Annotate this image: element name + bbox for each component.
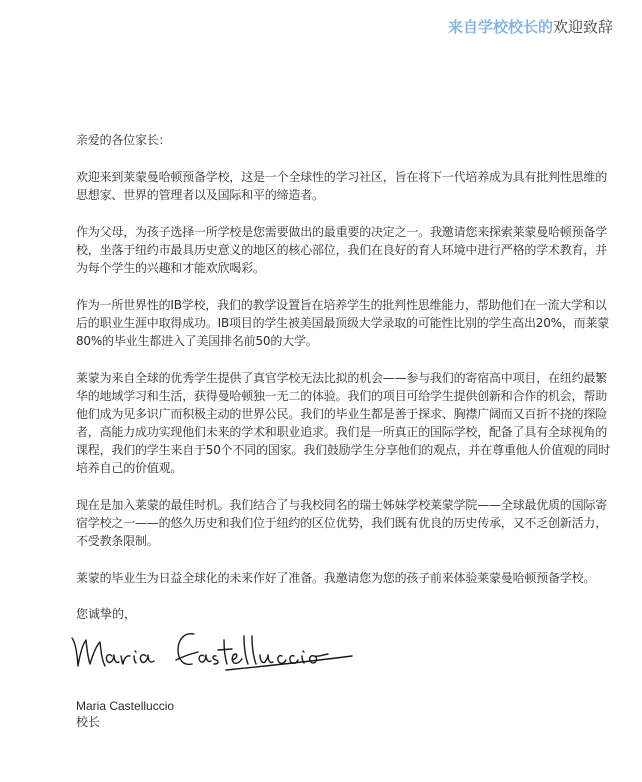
signer-name: Maria Castelluccio (76, 699, 175, 713)
letter-paragraph-3: 作为一所世界性的IB学校，我们的教学设置旨在培养学生的批判性思维能力，帮助他们在一流大学和以后的职业生涯中取得成功。IB项目的学生被美国最顶级大学录取的可能性比别的学生高出20%，而莱蒙80%的毕业生都进入了美国排名前50的大学。 (76, 298, 610, 348)
header-rest: 欢迎致辞 (552, 18, 613, 36)
letter-paragraph-4: 莱蒙为来自全球的优秀学生提供了真官学校无法比拟的机会——参与我们的寄宿高中项目，在纽约最繁华的地域学习和生活，获得曼哈顿独一无二的体验。我们的项目可给学生提供创新和合作的机会，帮助他们成为见多识广而积极主动的世界公民。我们的毕业生都是善于探求、胸襟广阔而又百折不挠的探险者，高能力成功实现他们未来的学术和职业追求。我们是一所真正的国际学校，配备了具有全球视角的课程，我们的学生来自于50个不同的国家。我们鼓励学生分享他们的观点，并在尊重他人价值观的同时培养自己的价值观。 (76, 371, 611, 475)
letter-paragraph-2: 作为父母，为孩子选择一所学校是您需要做出的最重要的决定之一。我邀请您来探索莱蒙曼哈顿预备学校，坐落于纽约市最具历史意义的地区的核心部位，我们在良好的育人环境中进行严格的学术教育，并为每个学生的兴趣和才能欢欣喝彩。 (76, 225, 608, 275)
letter-paragraph-6: 莱蒙的毕业生为日益全球化的未来作好了准备。我邀请您为您的孩子前来体验莱蒙曼哈顿预备学校。 (76, 571, 596, 585)
header-accent: 来自学校校长的 (447, 18, 553, 36)
letter-greeting: 亲爱的各位家长： (76, 133, 171, 147)
signer-title: 校长 (76, 715, 101, 729)
signer-block (76, 698, 174, 730)
letter-paragraph-5: 现在是加入莱蒙的最佳时机。我们结合了与我校同名的瑞士姊妹学校莱蒙学院——全球最优质的国际寄宿学校之一——的悠久历史和我们位于纽约的区位优势，我们既有优良的历史传承，又不乏创新活力，不受教条限制。 (76, 498, 608, 548)
letter-body (76, 131, 612, 606)
handwritten-signature (66, 626, 366, 676)
letter-header (448, 17, 613, 37)
letter-paragraph-1: 欢迎来到莱蒙曼哈顿预备学校，这是一个全球性的学习社区，旨在将下一代培养成为具有批判性思维的思想家、世界的管理者以及国际和平的缔造者。 (76, 170, 608, 202)
letter-closing: 您诚挚的， (76, 607, 137, 621)
